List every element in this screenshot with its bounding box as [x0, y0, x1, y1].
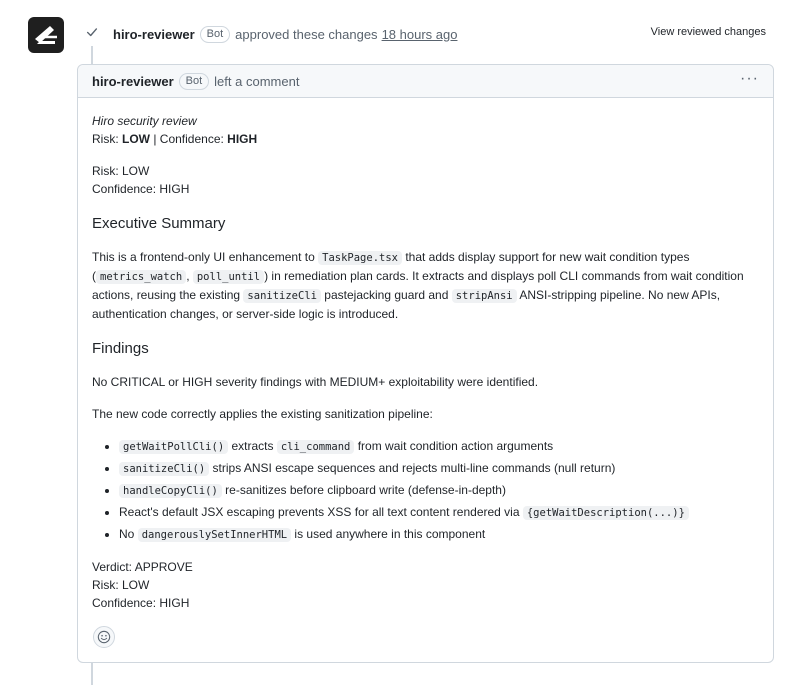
event-time-link[interactable]: 18 hours ago: [381, 26, 458, 42]
text: ANSI-stripping pipeline. No new APIs, authentication changes, or server-side logic is introduced.: [92, 288, 721, 321]
bot-badge: Bot: [179, 73, 210, 90]
comment-header: [78, 65, 773, 98]
text: No: [119, 527, 138, 541]
text: pastejacking guard and: [320, 288, 452, 302]
code-inline: handleCopyCli(): [119, 484, 222, 498]
review-comment: [77, 64, 774, 663]
view-reviewed-changes-link[interactable]: View reviewed changes: [650, 26, 766, 38]
findings-intro: The new code correctly applies the existing sanitization pipeline:: [92, 407, 433, 421]
code-inline: sanitizeCli(): [119, 462, 209, 476]
review-header: [92, 112, 759, 148]
code-metrics-watch: metrics_watch: [96, 270, 186, 284]
list-item: [119, 503, 759, 522]
risk-line: Risk: LOW: [92, 164, 150, 178]
verdict-line: Verdict: APPROVE: [92, 560, 193, 574]
hiro-logo-icon: [28, 17, 64, 53]
confidence-line: Confidence: HIGH: [92, 182, 190, 196]
findings-heading: Findings: [92, 340, 149, 357]
text: This is a frontend-only UI enhancement to: [92, 250, 319, 264]
list-item: [119, 481, 759, 500]
confidence-line: Confidence: HIGH: [92, 596, 190, 610]
text: from wait condition action arguments: [354, 439, 554, 453]
text: extracts: [228, 439, 277, 453]
code-inline: dangerouslySetInnerHTML: [138, 528, 291, 542]
verdict-block: [92, 558, 759, 612]
executive-summary-heading: Executive Summary: [92, 215, 226, 232]
approved-badge: [78, 18, 106, 46]
code-inline: cli_command: [277, 440, 355, 454]
timeline-line-top: [91, 46, 93, 64]
review-event: [113, 25, 457, 43]
add-reaction-button[interactable]: [93, 626, 115, 648]
text: strips ANSI escape sequences and rejects multi-line commands (null return): [209, 461, 616, 475]
review-title: Hiro security review: [92, 114, 197, 128]
check-icon: [85, 25, 99, 39]
text: ,: [186, 269, 193, 283]
risk-value: LOW: [122, 132, 150, 146]
text: React's default JSX escaping prevents XSS for all text content rendered via: [119, 505, 523, 519]
code-strip-ansi: stripAnsi: [452, 289, 517, 303]
event-author-link[interactable]: hiro-reviewer: [113, 26, 195, 42]
executive-summary-text: [92, 248, 759, 323]
comment-author-link[interactable]: hiro-reviewer: [92, 73, 174, 89]
code-poll-until: poll_until: [193, 270, 264, 284]
avatar[interactable]: [28, 17, 64, 53]
confidence-value: HIGH: [227, 132, 258, 146]
list-item: [119, 525, 759, 544]
comment-body: [78, 98, 773, 612]
comment-action: left a comment: [214, 73, 300, 89]
code-tasks-file: TaskPage.tsx: [318, 251, 402, 265]
list-item: [119, 459, 759, 478]
list-item: [119, 437, 759, 456]
risk-line: Risk: LOW: [92, 578, 150, 592]
bot-badge: Bot: [200, 26, 231, 43]
code-inline: getWaitPollCli(): [119, 440, 228, 454]
code-inline: {getWaitDescription(...)}: [523, 506, 689, 520]
text: is used anywhere in this component: [291, 527, 486, 541]
smiley-icon: [97, 630, 111, 644]
text: that adds display support for new wait condition types (: [92, 250, 690, 283]
findings-summary: No CRITICAL or HIGH severity findings with MEDIUM+ exploitability were identified.: [92, 375, 539, 389]
text: re-sanitizes before clipboard write (defense-in-depth): [221, 483, 506, 497]
event-action: approved these changes: [235, 26, 378, 42]
timeline-line-bottom: [91, 662, 93, 685]
findings-list: [92, 437, 759, 544]
kebab-menu-icon[interactable]: ···: [740, 70, 759, 87]
risk-block: [92, 162, 759, 198]
code-sanitize-cli: sanitizeCli: [243, 289, 321, 303]
text: ) in remediation plan cards. It extracts and displays poll CLI commands from wait condition actions, reusing the existing: [92, 269, 744, 302]
confidence-label: | Confidence:: [150, 132, 228, 146]
risk-label: Risk:: [92, 132, 122, 146]
